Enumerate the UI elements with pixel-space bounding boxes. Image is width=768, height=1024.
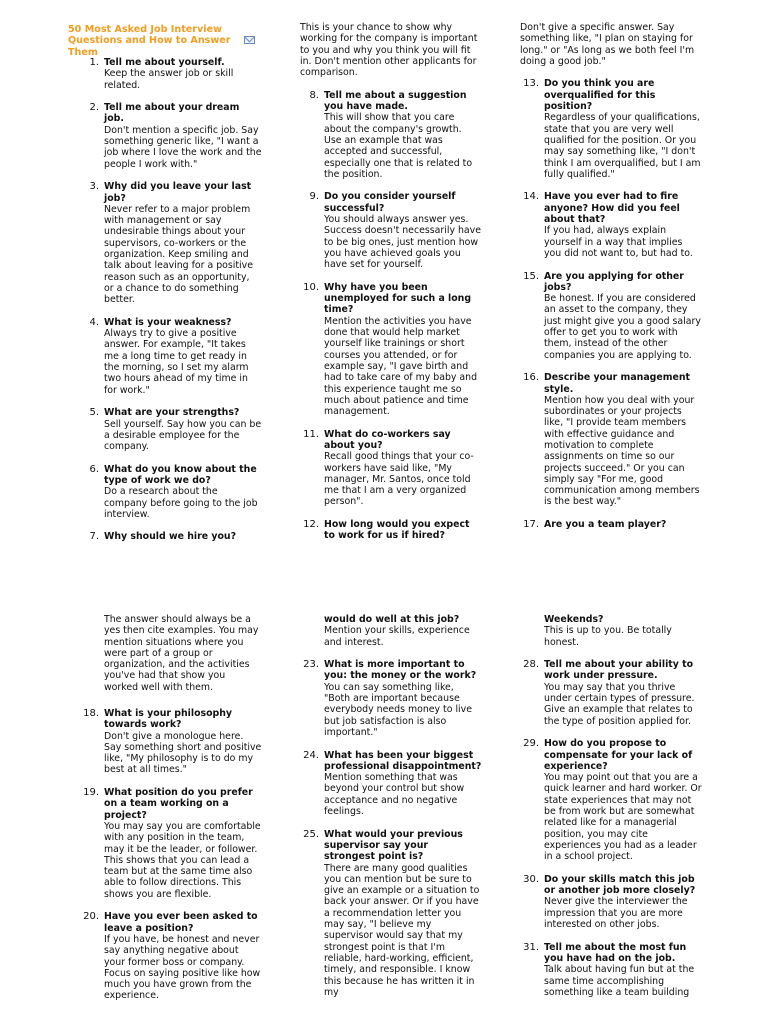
answer-text: Don't give a monologue here. Say something short and positive like, "My philosophy is to do my best at all times." — [104, 730, 262, 776]
question-item — [520, 271, 702, 361]
question-item — [80, 531, 262, 542]
continued-question-text: would do well at this job? — [324, 614, 460, 625]
continued-question — [520, 614, 702, 648]
answer-text: You can say something like, "Both are important because everybody needs money to live but job satisfaction is also important." — [324, 681, 472, 738]
question-text: Tell me about yourself. — [104, 57, 225, 68]
answer-text: Mention how you deal with your subordinates or your projects like, "I provide team members with effective guidance and motivation to complete assignments on time so our projects succeed." Or you can simply say "For me, good communication among members is the best way." — [544, 394, 700, 508]
answer-text: Never refer to a major problem with management or say undesirable things about your supervisors, co-workers or the organization. Keep smiling and talk about leaving for a positive reason such as an opportunity, or a chance to do something better. — [104, 203, 253, 306]
question-item — [520, 372, 702, 508]
continued-answer: The answer should always be a yes then cite examples. You may mention situations where you were part of a group or organization, and the activities you've had that show you worked well with them. — [104, 614, 259, 693]
column-1 — [104, 614, 262, 704]
continued-question — [300, 614, 482, 648]
answer-text: Do a research about the company before going to the job interview. — [104, 486, 258, 520]
question-text: How do you propose to compensate for your lack of experience? — [544, 738, 693, 772]
question-item — [520, 738, 702, 862]
answer-text: You should always answer yes. Success doesn't necessarily have to be big ones, just mention how you have achieved goals you have set for yourself. — [324, 214, 481, 271]
question-item — [300, 519, 482, 542]
question-item — [300, 191, 482, 270]
answer-text: Talk about having fun but at the same time accomplishing something like a team building — [544, 964, 695, 998]
question-text: What would your previous supervisor say your strongest point is? — [324, 828, 463, 863]
continued-answer: This is your chance to show why working for the company is important to you and why you think you will fit in. Don't mention other applicants for comparison. — [300, 22, 478, 79]
answer-text: Mention the activities you have done that would help market yourself like trainings or short courses you attended, or for example say, "I gave birth and had to take care of my baby and this experience taught me so much about patience and time management. — [324, 315, 478, 418]
question-number: 28. — [523, 659, 539, 671]
question-text: Do you think you are overqualified for this position? — [544, 78, 656, 113]
continued-answer: Mention your skills, experience and interest. — [324, 625, 470, 648]
question-text: Have you ever had to fire anyone? How did you feel about that? — [544, 191, 680, 226]
question-number: 12. — [303, 519, 319, 531]
question-list — [520, 78, 702, 530]
document-title: 50 Most Asked Job Interview Questions and How to Answer Them — [68, 24, 231, 58]
question-number: 25. — [303, 828, 319, 840]
answer-text: Be honest. If you are considered an asset to the company, they just might give you a good salary offer to get you to work with them, instead of the other companies you are applying to. — [544, 293, 701, 361]
question-list — [300, 659, 482, 998]
column-3 — [520, 614, 702, 1009]
question-number: 24. — [303, 749, 319, 761]
question-text: Have you ever been asked to leave a position? — [104, 911, 258, 934]
question-text: What is your weakness? — [104, 316, 232, 328]
answer-text: Sell yourself. Say how you can be a desirable employee for the company. — [104, 418, 262, 453]
continued-question-text: Weekends? — [544, 614, 604, 625]
answer-text: Recall good things that your co-workers have said like, "My manager, Mr. Santos, once told me that I am a very organized person". — [324, 451, 474, 508]
question-item — [300, 750, 482, 818]
question-list — [300, 90, 482, 542]
answer-text: Never give the interviewer the impression that you are more interested on other jobs. — [544, 896, 688, 931]
column-1-questions — [80, 708, 262, 1013]
answer-text: You may say that you thrive under certain types of pressure. Give an example that relates to the type of position applied for. — [544, 681, 695, 727]
question-number: 19. — [83, 787, 99, 799]
question-number: 17. — [523, 519, 539, 531]
question-number: 20. — [83, 911, 99, 923]
question-text: Tell me about your dream job. — [104, 102, 240, 125]
question-item — [520, 78, 702, 180]
question-item — [80, 787, 262, 900]
answer-text: This will show that you care about the company's growth. Use an example that was accepted and successful, especially one that is related to the position. — [324, 112, 473, 180]
question-number: 3. — [89, 181, 99, 193]
question-text: Why did you leave your last job? — [104, 181, 252, 204]
question-text: Tell me about a suggestion you have made. — [324, 89, 467, 113]
question-text: What are your strengths? — [104, 407, 240, 419]
answer-text: If you have, be honest and never say anything negative about your former boss or company. Focus on saying positive like how much you have grown from the experience. — [104, 933, 261, 1002]
column-2 — [300, 22, 482, 553]
question-number: 16. — [523, 372, 539, 384]
question-text: Do you consider yourself successful? — [324, 191, 456, 214]
question-text: What has been your biggest professional disappointment? — [324, 749, 482, 772]
answer-text: Mention something that was beyond your control but show acceptance and no negative feelings. — [324, 772, 465, 818]
question-item — [520, 874, 702, 930]
question-item — [300, 282, 482, 418]
column-2 — [300, 614, 482, 1009]
answer-text: Regardless of your qualifications, state that you are very well qualified for the position. Or you may say something like, "I don't think I am overqualified, but I am fully qualified." — [544, 112, 701, 180]
answer-text: You may say you are comfortable with any position in the team, may it be the leader, or follower. This shows that you can lead a team but at the same time also able to follow directions. This shows you are flexible. — [104, 820, 261, 900]
question-item — [80, 911, 262, 1001]
question-number: 1. — [89, 57, 99, 68]
question-number: 30. — [523, 873, 539, 885]
answer-text: Keep the answer job or skill related. — [104, 68, 234, 91]
continued-answer: This is up to you. Be totally honest. — [544, 625, 672, 648]
question-text: What do you know about the type of work we do? — [104, 463, 257, 486]
question-item — [300, 429, 482, 508]
question-number: 9. — [309, 191, 319, 203]
question-item — [80, 407, 262, 452]
question-item — [80, 708, 262, 776]
question-list — [520, 659, 702, 998]
question-text: Why have you been unemployed for such a long time? — [324, 281, 472, 316]
document-page-2 — [0, 610, 768, 1024]
question-item — [520, 519, 702, 530]
question-number: 2. — [89, 102, 99, 114]
question-item — [520, 191, 702, 259]
question-text: What do co-workers say about you? — [324, 428, 451, 451]
question-number: 10. — [303, 281, 319, 293]
question-item — [80, 57, 262, 91]
question-text: Do your skills match this job or another job more closely? — [544, 873, 696, 897]
question-item — [80, 317, 262, 396]
question-item — [80, 102, 262, 170]
question-item — [520, 942, 702, 998]
question-number: 6. — [89, 463, 99, 475]
question-text: Tell me about the most fun you have had on the job. — [544, 941, 687, 964]
email-icon[interactable] — [244, 36, 255, 44]
question-number: 7. — [89, 531, 99, 543]
question-item — [300, 829, 482, 998]
question-item — [300, 659, 482, 738]
question-number: 31. — [523, 941, 539, 953]
question-number: 29. — [523, 738, 539, 750]
question-number: 18. — [83, 708, 99, 719]
answer-text: Always try to give a positive answer. For example, "It takes me a long time to get ready in the morning, so I set my alarm two hours ahead of my time in for work." — [104, 328, 249, 396]
question-item — [80, 464, 262, 520]
question-text: How long would you expect to work for us if hired? — [324, 519, 470, 542]
question-number: 8. — [309, 89, 319, 101]
question-number: 15. — [523, 270, 539, 282]
question-number: 14. — [523, 191, 539, 203]
question-text: Describe your management style. — [544, 372, 691, 395]
answer-text: If you had, always explain yourself in a way that implies you did not want to, but had to. — [544, 225, 693, 259]
continued-answer: Don't give a specific answer. Say something like, "I plan on staying for long." or "As long as we both feel I'm doing a good job." — [520, 22, 695, 67]
column-3 — [520, 22, 702, 542]
question-number: 5. — [89, 407, 99, 419]
question-text: Are you a team player? — [544, 519, 667, 531]
answer-text: There are many good qualities you can mention but be sure to give an example or a situation to back your answer. Or if you have a recommendation letter you may say, "I believe my supervisor would say that my strongest point is that I'm reliable, hard-working, efficient, timely, and responsible. I know this because he has written it in my — [324, 862, 480, 998]
question-item — [520, 659, 702, 727]
question-number: 11. — [303, 428, 319, 440]
question-number: 23. — [303, 659, 319, 671]
column-1 — [80, 57, 262, 554]
question-text: What position do you prefer on a team working on a project? — [104, 787, 253, 821]
answer-text: Don't mention a specific job. Say something generic like, "I want a job where I love the work and the people I work with." — [104, 124, 262, 170]
question-text: What is more important to you: the money or the work? — [324, 659, 477, 682]
answer-text: You may point out that you are a quick learner and hard worker. Or state experiences that may not be from work but are somewhat related like for a managerial position, you may cite experiences you had as a leader in a school project. — [544, 772, 702, 863]
question-text: What is your philosophy towards work? — [104, 708, 233, 731]
question-text: Tell me about your ability to work under pressure. — [544, 659, 694, 682]
question-item — [80, 181, 262, 305]
question-text: Are you applying for other jobs? — [544, 270, 684, 293]
question-number: 13. — [523, 78, 539, 90]
question-item — [300, 90, 482, 180]
question-number: 4. — [89, 316, 99, 328]
question-text: Why should we hire you? — [104, 531, 237, 543]
